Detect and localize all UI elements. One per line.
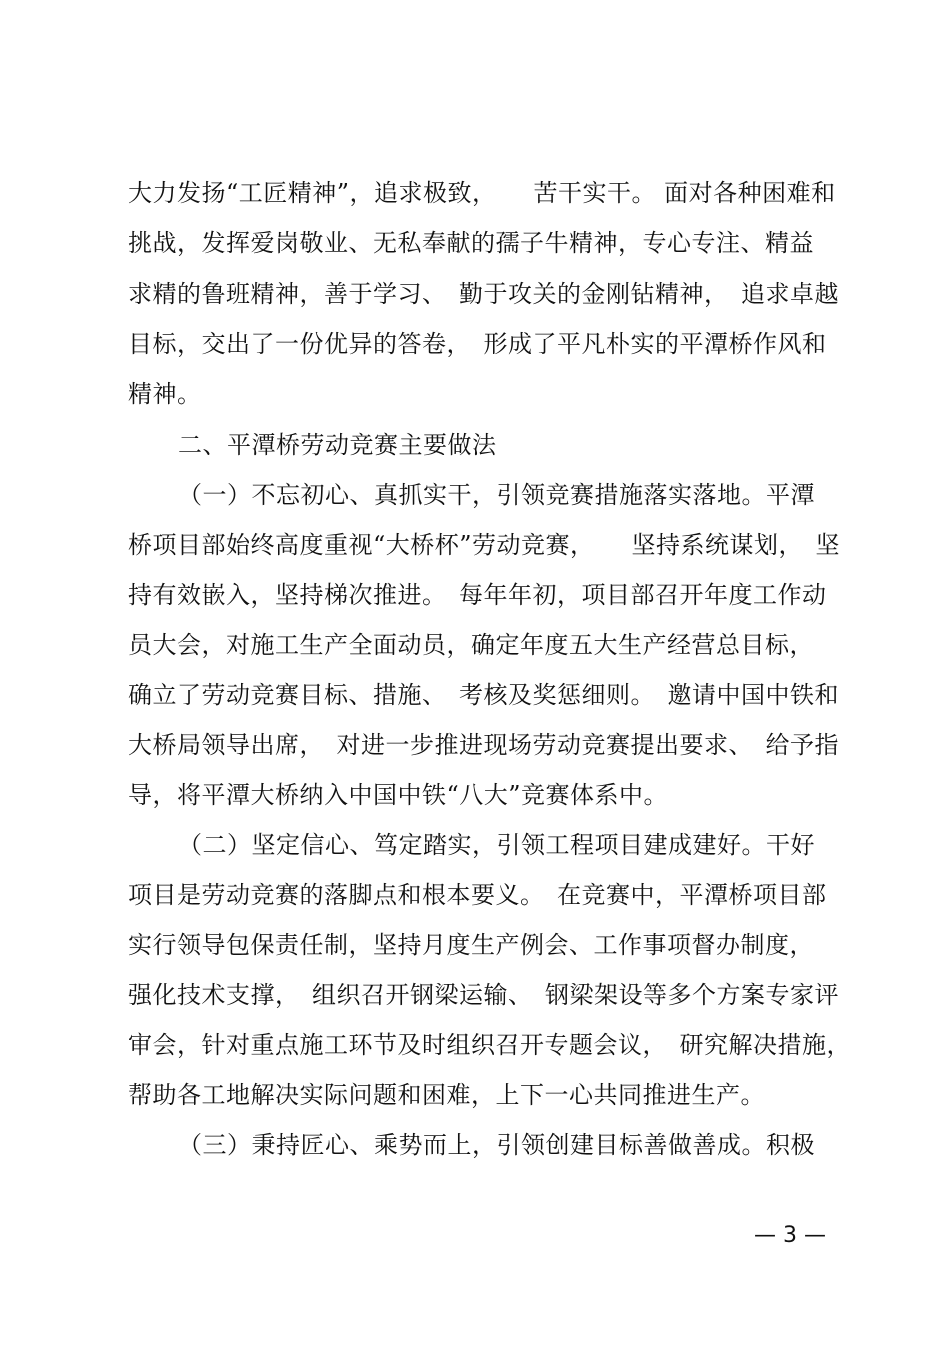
body-text-line: 实行领导包保责任制，坚持月度生产例会、工作事项督办制度， bbox=[128, 931, 814, 959]
body-text-line: 桥项目部始终高度重视“大桥杯”劳动竞赛， 坚持系统谋划， 坚 bbox=[128, 531, 841, 559]
subsection-heading-1: （一）不忘初心、真抓实干，引领竞赛措施落实落地。平潭 bbox=[178, 481, 815, 509]
body-text-line: 挑战，发挥爱岗敬业、无私奉献的孺子牛精神，专心专注、精益 bbox=[128, 229, 814, 257]
body-text-line: 求精的鲁班精神，善于学习、 勤于攻关的金刚钻精神， 追求卓越 bbox=[128, 280, 839, 308]
body-text-line: 导，将平潭大桥纳入中国中铁“八大”竞赛体系中。 bbox=[128, 781, 669, 809]
body-text-line: 帮助各工地解决实际问题和困难，上下一心共同推进生产。 bbox=[128, 1081, 765, 1109]
body-text-line: 强化技术支撑， 组织召开钢梁运输、 钢梁架设等多个方案专家评 bbox=[128, 981, 839, 1009]
body-text-line: 大力发扬“工匠精神”，追求极致， 苦干实干。 面对各种困难和 bbox=[128, 179, 836, 207]
subsection-heading-3: （三）秉持匠心、乘势而上，引领创建目标善做善成。积极 bbox=[178, 1131, 815, 1159]
page-number: — 3 — bbox=[754, 1223, 826, 1248]
body-text-line: 审会，针对重点施工环节及时组织召开专题会议， 研究解决措施， bbox=[128, 1031, 851, 1059]
section-heading: 二、平潭桥劳动竞赛主要做法 bbox=[178, 431, 497, 459]
body-text-line: 项目是劳动竞赛的落脚点和根本要义。 在竞赛中，平潭桥项目部 bbox=[128, 881, 827, 909]
body-text-line: 大桥局领导出席， 对进一步推进现场劳动竞赛提出要求、 给予指 bbox=[128, 731, 839, 759]
body-text-line: 确立了劳动竞赛目标、措施、 考核及奖惩细则。 邀请中国中铁和 bbox=[128, 681, 839, 709]
body-text-line: 员大会，对施工生产全面动员，确定年度五大生产经营总目标， bbox=[128, 631, 814, 659]
subsection-heading-2: （二）坚定信心、笃定踏实，引领工程项目建成建好。干好 bbox=[178, 831, 815, 859]
body-text-line: 目标，交出了一份优异的答卷， 形成了平凡朴实的平潭桥作风和 bbox=[128, 330, 827, 358]
body-text-line: 持有效嵌入，坚持梯次推进。 每年年初，项目部召开年度工作动 bbox=[128, 581, 827, 609]
body-text-line: 精神。 bbox=[128, 380, 202, 408]
